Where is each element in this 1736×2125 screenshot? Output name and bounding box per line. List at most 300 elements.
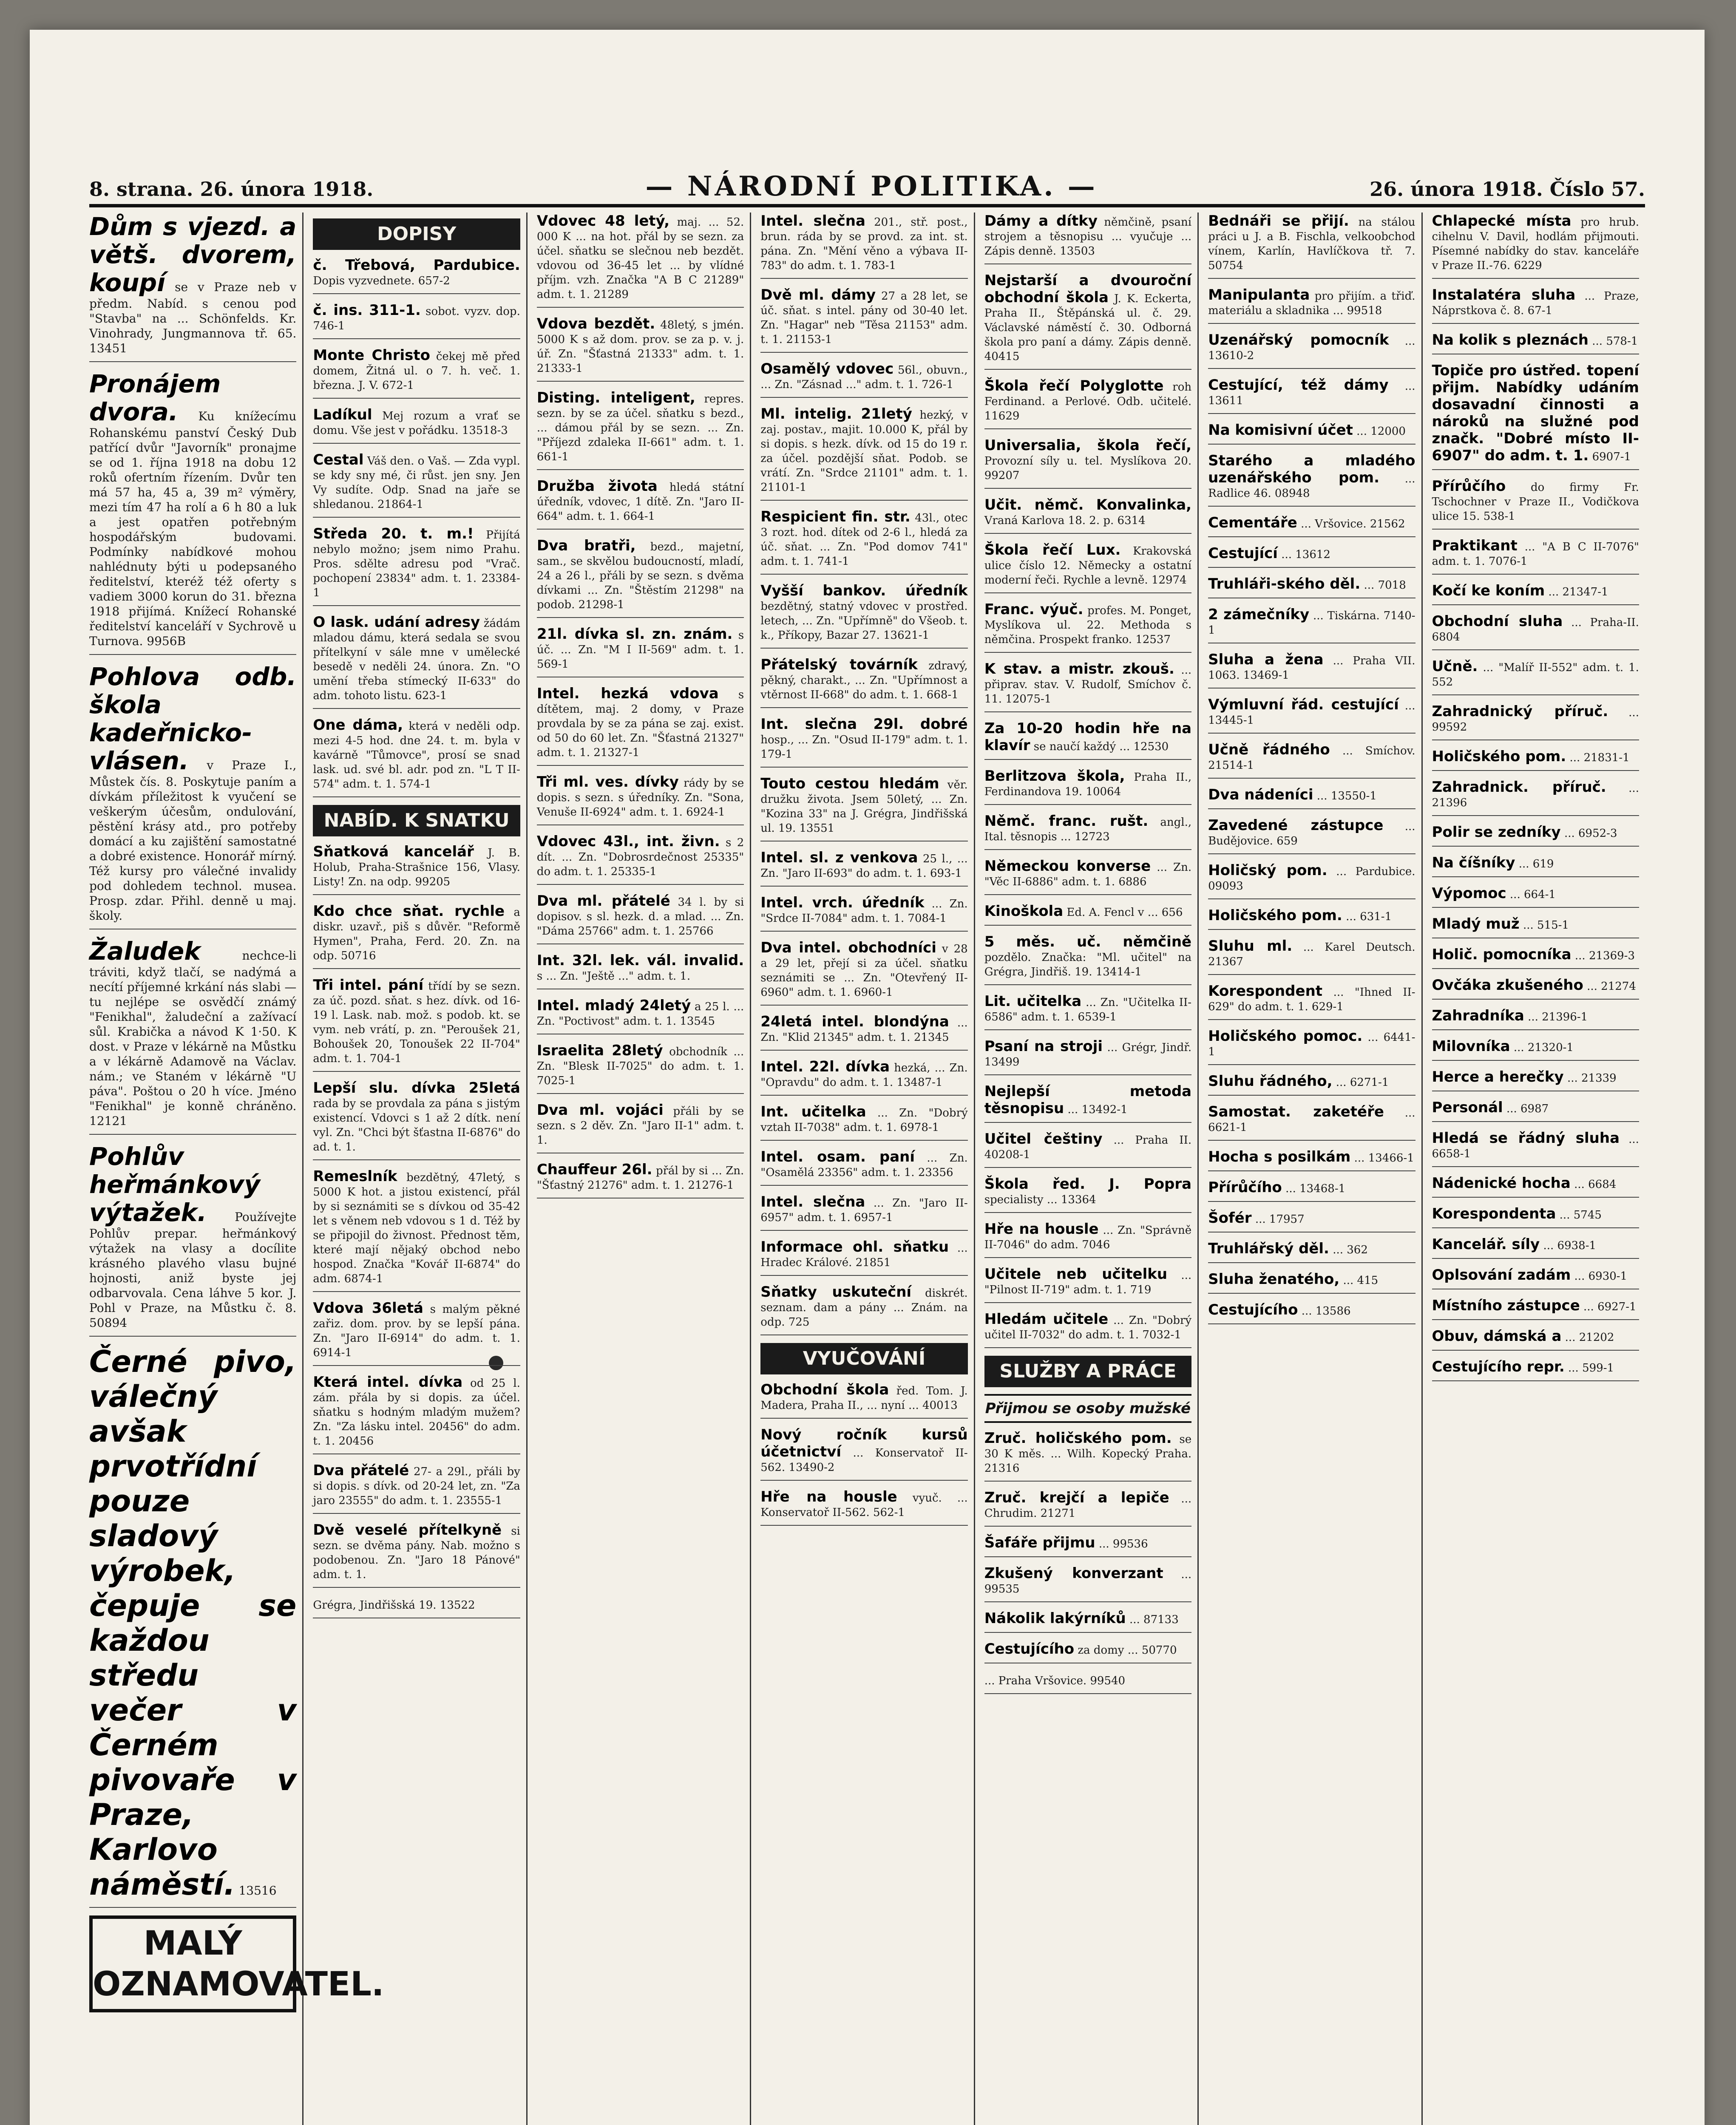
classified-ad [984,903,1191,926]
ad-text: repres. sezn. by se za účel. sňatku s bezd., ... dámou přál by se sezn. ... Zn. "Příjezd zdaleka II-661" adm. t. 1. 661-1 [536,393,744,463]
classified-ad [537,952,744,989]
ad-heading: č. Třebová, Pardubice. [313,257,520,274]
ad-text: ... 13612 [1281,548,1330,561]
ad-text: ... 664-1 [1509,888,1556,901]
ad-heading: Oplsování zadám [1432,1266,1571,1284]
ad-text: ... Grégr, Jindř. 13499 [984,1041,1192,1068]
ad-text: ... 13492-1 [1067,1103,1128,1116]
ad-heading: 21l. dívka sl. zn. znám. [536,626,733,643]
ad-text: němčině, psaní strojem a těsnopisu ... vyučuje ... Zápis denně. 13503 [984,216,1192,258]
ad-text: ... 99535 [984,1568,1192,1595]
ad-text: v Praze I., Můstek čís. 8. Poskytuje paním a dívkám příležitost k vyučení se veškerým účesům, ondulování, pěstění krásy atd., pro potřeby domácí a ku zajištění samostatné a dobré existence. Honorář mírný. Též kursy pro válečné invalidy pod dohledem technol. musea. Prosp. zdar. Přihl. denně u maj. školy. [89,758,297,923]
ad-heading: Ladíkul [313,406,372,423]
ad-text: Provozní síly u. tel. Myslíkova 20. 99207 [984,455,1192,482]
classified-ad [1432,977,1639,1000]
ad-text: ... 21396-1 [1528,1011,1588,1023]
classified-ad [1208,377,1415,414]
ad-heading: Která intel. dívka [313,1374,463,1391]
ad-text: ... 599-1 [1568,1362,1614,1374]
ad-heading: Přátelský továrník [760,656,918,673]
classified-ad [89,370,296,655]
ad-text: ... Zn. "Správně II-7046" do adm. 7046 [984,1224,1192,1251]
ad-heading: Herce a herečky [1432,1068,1564,1085]
ad-heading: Výpomoc [1432,885,1506,902]
classified-ad [984,813,1191,850]
ad-text: ... Pardubice. 09093 [1208,865,1415,892]
ad-text: ... Praha-II. 6804 [1432,616,1639,643]
section-heading: SLUŽBY A PRÁCE [984,1356,1191,1387]
classified-ad [1432,212,1639,279]
ad-heading: Hře na housle [760,1488,897,1505]
ad-heading: Israelita 28letý [536,1042,663,1059]
ad-text: rády by se dopis. s sezn. s úředníky. Zn. "Sona, Venuše II-6924" adm. t. 1. 6924-1 [536,777,744,819]
ad-heading: Informace ohl. sňatku [760,1238,949,1255]
ad-column-6 [1208,212,1422,2125]
ad-text: J. K. Eckerta, Praha II., Štěpánská ul. č. 29. Václavské náměstí č. 30. Odborná škola pro paní a dámy. Zápis denně. 40415 [984,292,1192,363]
masthead [89,157,1645,207]
ad-heading: Nádenické hocha [1432,1175,1571,1192]
ad-heading: Instalatéra sluha [1432,286,1576,303]
classified-ad [984,720,1191,760]
ad-text: Praha II., Ferdinandova 19. 10064 [984,771,1192,798]
classified-ad [1432,1266,1639,1289]
ad-heading: Uzenářský pomocník [1208,332,1389,348]
classified-ad [984,496,1191,534]
ad-text: ... 415 [1343,1274,1379,1287]
ad-heading: Korespondenta [1432,1205,1556,1222]
classified-ad [1432,915,1639,938]
ad-heading: Dva přátelé [313,1462,409,1479]
ad-heading: Int. slečna 29l. dobré [760,716,968,733]
ad-text: ... 6271-1 [1336,1076,1389,1089]
ad-text: ... 87133 [1129,1613,1179,1626]
ad-heading: Holičský pom. [1208,862,1328,879]
classified-ad [1208,1179,1415,1202]
classified-ad [1208,1028,1415,1065]
ad-text: ... 99536 [1098,1538,1148,1550]
classified-ad [760,508,967,575]
classified-ad [537,626,744,677]
ad-heading: Černé pivo, válečný avšak prvotřídní pouze sladový výrobek, čepuje se každou středu večer v Černém pivovaře v Praze, Karlovo náměstí. [89,1344,297,1902]
ad-text: řed. Tom. J. Madera, Praha II., ... nyní ... 40013 [760,1385,968,1412]
ad-heading: Franc. výuč. [984,601,1084,618]
ad-heading: Žaludek [89,937,201,966]
ad-heading: Dva intel. obchodníci [760,939,936,956]
classified-ad [1432,1007,1639,1030]
classified-ad [537,315,744,382]
classified-ad [1208,651,1415,688]
ad-text: diskrét. seznam. dam a pány ... Znám. na odp. 725 [760,1287,968,1329]
ad-text: ... 21320-1 [1513,1041,1574,1054]
ad-text: hezká, ... Zn. "Opravdu" do adm. t. 1. 13487-1 [760,1062,968,1089]
ad-text: 27- a 29l., přáli by si dopis. s dívk. od 20-24 let, zn. "Za jaro 23555" do adm. t. 1. 23555-1 [313,1465,520,1507]
classified-ad [537,1161,744,1198]
ad-text: v 28 a 29 let, přejí si za účel. sňatku seznámiti se ... Zn. "Otevřený II-6960" adm. t. 1. 6960-1 [760,943,968,999]
ad-text: ... připrav. stav. V. Rudolf, Smíchov č. 11. 12075-1 [984,664,1192,706]
ad-text: ... Zn. "Dobrý učitel II-7032" do adm. t. 1. 7032-1 [984,1314,1192,1341]
classified-ad [313,1080,520,1160]
ad-heading: Cementáře [1208,514,1297,531]
ad-text: obchodník ... Zn. "Blesk II-7025" do adm. t. 1. 7025-1 [536,1046,744,1087]
ad-heading: Cestujícího repr. [1432,1358,1565,1375]
classified-ad [760,1488,967,1526]
ad-text: ... 17957 [1255,1213,1305,1226]
ad-text: ... 362 [1333,1244,1368,1256]
ad-text: specialisty ... 13364 [984,1193,1096,1206]
ad-text: se 30 K měs. ... Wilh. Kopecký Praha. 21316 [984,1433,1192,1475]
classified-ad [537,478,744,530]
ad-heading: Respicient fin. str. [760,508,911,525]
ad-text: ... 6658-1 [1432,1133,1639,1160]
ad-heading: Psaní na stroji [984,1038,1103,1055]
classified-ad [760,405,967,501]
ad-heading: Obchodní škola [760,1381,889,1398]
ad-heading: Cestující [1208,545,1278,562]
ad-heading: Intel. mladý 24letý [536,997,691,1014]
ad-text: ... "Ihned II-629" do adm. t. 1. 629-1 [1208,986,1415,1013]
ad-column-3 [537,212,751,2125]
ad-text: a diskr. uzavř., piš s důvěr. "Reformě Hymen", Praha, Ferd. 20. Zn. na odp. 50716 [313,906,520,962]
ad-text: ... 6927-1 [1583,1300,1637,1313]
classified-ad [1432,658,1639,695]
classified-ad [984,1176,1191,1213]
ad-text: ... 6952-3 [1564,827,1617,840]
ad-heading: Int. učitelka [760,1103,866,1120]
classified-ad [760,939,967,1006]
ad-text: 48letý, s jmén. 5000 K s až dom. prov. se za p. v. j. úř. Zn. "Šťastná 21333" adm. t. 1. 21333-1 [536,319,744,375]
ad-heading: Zavedené zástupce [1208,817,1384,834]
ad-text: ... 21831-1 [1569,751,1630,764]
classified-ad [984,660,1191,712]
classified-ad [1208,907,1415,930]
ad-heading: Vyšší bankov. úředník [760,582,968,599]
ad-text: ... 21339 [1567,1072,1617,1085]
ad-heading: Přírůčího [1432,478,1506,495]
ad-text: sobot. vyzv. dop. 746-1 [313,305,520,332]
ad-heading: Chlapecké místa [1432,212,1571,230]
ad-text: 27 a 28 let, se úč. sňat. s intel. pány od 30-40 let. Zn. "Hagar" neb "Těsa 21153" adm. t. 1. 21153-1 [760,290,968,346]
ad-column-2 [313,212,527,2125]
ad-text: která v neděli odp. mezi 4-5 hod. dne 24. t. m. byla v kavárně "Tůmovce", prosí se snad lask. ud. své bl. adr. pod zn. "L T II-574" adm. t. 1. 574-1 [313,720,520,790]
ad-heading: Remeslník [313,1168,397,1185]
classified-ad [1208,1103,1415,1141]
ad-text: ... 5745 [1559,1209,1602,1221]
section-heading: DOPISY [313,218,520,250]
ad-text: ... 619 [1518,858,1554,870]
classified-ad [984,1311,1191,1348]
classified-ad [1432,362,1639,470]
ad-text: pro přijím. a třiď. materiálu a skladnika ... 99518 [1208,290,1415,317]
ad-heading: Vdova 36letá [313,1300,423,1317]
ad-heading: Hledám učitele [984,1311,1109,1328]
classified-ad [537,774,744,825]
classified-ad [760,1426,967,1481]
ad-text: bezdětný, 47letý, s 5000 K hot. a jistou existencí, přál by si seznámiti se s dívkou od 35-42 let s věnem neb vdovou s 1 d. Též by se připojil do živnost. Přednost těm, které mají nějaký obchod nebo hospod. Značka "Kovář II-6874" do adm. 6874-1 [313,1171,520,1285]
ad-text: ... 6930-1 [1574,1270,1628,1283]
ad-heading: Intel. hezká vdova [536,685,719,702]
ad-heading: Ovčáka zkušeného [1432,977,1583,994]
ad-heading: Vdova bezdět. [536,315,655,332]
classified-ad [1208,1240,1415,1263]
classified-ad [537,1042,744,1094]
ad-text: bezdětný, statný vdovec v prostřed. letech, ... Zn. "Upřímně" do Všeob. t. k., Příkopy, Bazar 27. 13621-1 [760,600,968,642]
classified-ad [760,1103,967,1141]
classified-ad [760,1238,967,1276]
ad-heading: Holič. pomocníka [1432,946,1571,963]
classified-ad [760,894,967,932]
classified-ad [760,1013,967,1051]
ad-heading: Obuv, dámská a [1432,1328,1562,1345]
ad-text: a 25 l. ... Zn. "Poctivost" adm. t. 1. 13545 [536,1000,744,1028]
ad-text: se naučí každý ... 12530 [1033,740,1169,753]
ad-heading: Intel. slečna [760,212,865,230]
ad-heading: Šofér [1208,1210,1252,1227]
classified-ad [1208,1210,1415,1232]
ad-heading: Int. 32l. lek. vál. invalid. [536,952,744,969]
ad-heading: Dva bratři, [536,537,636,554]
ad-text: do firmy Fr. Tschochner v Praze II., Vodičkova ulice 15. 538-1 [1432,481,1639,523]
ad-text: ... Praha Vršovice. 99540 [984,1674,1126,1687]
ad-text: hosp., ... Zn. "Osud II-179" adm. t. 1. 179-1 [760,734,968,761]
classified-ad [1432,1236,1639,1259]
classified-ad [984,1565,1191,1602]
ad-text: ... Praha II. 40208-1 [984,1134,1192,1161]
classified-ad [760,582,967,649]
classified-ad [1432,1358,1639,1381]
ad-heading: Vdovec 43l., int. živn. [536,833,720,850]
ad-text: hezký, v zaj. postav., majit. 10.000 K, přál by si dopis. s hezk. dívk. od 15 do 19 r. za účel. pozdější sňat. Podob. se vrátí. Zn. "Srdce 21101" adm. t. 1. 21101-1 [760,409,968,494]
ad-text: ... Chrudim. 21271 [984,1493,1192,1520]
ad-text: 25 l., ... Zn. "Jaro II-693" do adm. t. 1. 693-1 [760,853,968,880]
classified-ad [984,1266,1191,1303]
ad-heading: Holičského pom. [1432,748,1566,765]
classified-ad [537,537,744,618]
ad-text: ... Hradec Králové. 21851 [760,1242,968,1269]
ad-heading: Německou konverse [984,858,1151,875]
classified-ad [313,1522,520,1588]
ad-text: za domy ... 50770 [1078,1644,1177,1657]
ad-text: vyuč. ... Konservatoř II-562. 562-1 [760,1492,968,1519]
ad-heading: Holičského pom. [1208,907,1342,924]
ad-text: ... 13466-1 [1354,1152,1414,1164]
classified-ad [1432,885,1639,908]
ad-columns [89,212,1645,2125]
ad-text: Krakovská ulice číslo 12. Německy a ostatní moderní řeči. Rychle a levně. 12974 [984,545,1192,586]
ad-text: Přijítá nebylo možno; jsem nimo Prahu. Pros. sdělte adresu pod "Vrač. pochopení 23834" adm. t. 1. 23384-1 [313,529,520,599]
classified-ad [1208,332,1415,369]
ad-heading: Přírůčího [1208,1179,1282,1196]
ad-text: ... Konservatoř II-562. 13490-2 [760,1447,968,1474]
classified-ad [313,614,520,709]
classified-ad [1432,1297,1639,1320]
ad-heading: Zahradnický příruč. [1432,703,1608,720]
ad-text: ... Zn. "Srdce II-7084" adm. t. 1. 7084-1 [760,898,968,925]
ad-text: ... 7018 [1364,579,1406,592]
ad-heading: Intel. osam. paní [760,1148,915,1165]
classified-ad [1208,606,1415,643]
classified-ad [1432,748,1639,771]
ad-heading: Lepší slu. dívka 25letá [313,1080,520,1096]
classified-ad [1208,575,1415,598]
ad-heading: Na kolik s pleznách [1432,332,1589,348]
ad-text: hledá státní úředník, vdovec, 1 dítě. Zn. "Jaro II-664" adm. t. 1. 664-1 [536,481,744,523]
ad-text: ... Radlice 46. 08948 [1208,473,1415,500]
classified-ad [1208,1271,1415,1294]
ad-text: třídí by se sezn. za úč. pozd. sňat. s hez. dívk. od 16-19 l. Lask. nab. mož. s podob. kt. se vym. neb vrátí, p. zn. "Peroušek 21, Bohoušek 20, Tonoušek 22 II-704" adm. t. 1. 704-1 [313,980,520,1065]
classified-ad [760,1058,967,1096]
classified-ad [1208,786,1415,809]
classified-ad [1432,1068,1639,1091]
ad-heading: Korespondent [1208,983,1323,1000]
ad-heading: Učně. [1432,658,1478,675]
classified-ad [1208,1148,1415,1171]
ad-heading: Truhlářský děl. [1208,1240,1329,1257]
classified-ad [313,977,520,1072]
ad-text: Ku knížecímu Rohanskému panství Český Dub patřící dvůr "Javorník" pronajme se od 1. října 1918 na dobu 12 roků ofertním řízením. Dvůr ten má 57 ha, 45 a, 39 m² výměry, mezi tím 47 ha rolí a 6 h 80 a luk a jest opatřen potřebným hospodářským budovami. Podmínky nabídkové mohou nahlédnuty býti u podepsaného ředitelství, kteréž též oferty s vadiem 3000 korun do 31. března 1918 přijímá. Knížecí Rohanské ředitelství kanceláří v Sychrově u Turnova. 9956B [89,409,297,648]
section-heading: VYUČOVÁNÍ [760,1343,967,1374]
classified-ad [313,717,520,797]
ad-heading: Nový ročník kursů účetnictví [760,1426,968,1460]
ad-heading: Praktikant [1432,537,1518,554]
classified-ad [1208,741,1415,779]
ad-heading: Hocha s posilkám [1208,1148,1351,1165]
ad-heading: Cestující, též dámy [1208,377,1389,394]
ad-text: ... 21202 [1565,1331,1614,1344]
ad-heading: Manipulanta [1208,286,1310,303]
ad-heading: Hře na housle [984,1221,1099,1238]
ad-text: Grégra, Jindřišská 19. 13522 [313,1599,475,1612]
ad-text: ... 21274 [1587,980,1636,993]
ad-heading: O lask. udání adresy [313,614,480,631]
classified-ad [313,525,520,606]
ad-heading: Sňatková kancelář [313,843,474,860]
ad-heading: Nejstarší a dvouroční obchodní škola [984,272,1192,306]
classified-ad [313,903,520,969]
classified-ad [89,663,296,929]
classified-ad [984,1671,1191,1694]
ad-heading: Vdovec 48 letý, [536,212,670,230]
ad-heading: Němč. franc. rušt. [984,813,1149,830]
classified-ad [984,1430,1191,1482]
ad-text: ... "A B C II-7076" adm. t. 1. 7076-1 [1432,541,1639,568]
classified-ad [1432,1099,1639,1122]
ad-text: ... "Malíř II-552" adm. t. 1. 552 [1432,661,1639,688]
ad-text: čekej mě před domem, Žitná ul. o 7. h. več. 1. března. J. V. 672-1 [313,350,520,392]
classified-ad [1432,703,1639,740]
classified-ad [313,406,520,444]
classified-ad [760,1381,967,1419]
ad-heading: Škola řečí Lux. [984,541,1121,558]
ad-text: ... 6938-1 [1543,1239,1597,1252]
ad-text: ... Budějovice. 659 [1208,820,1415,847]
ad-text: ... 13550-1 [1316,790,1377,802]
ad-heading: Universalia, škola řečí, [984,437,1192,454]
ad-text: žádám mladou dámu, která sedala se svou přítelkyní v sále mne v umělecké besedě v neděli 24. února. Zn. "O umění třeba stímecký II-633" do adm. tohoto listu. 623-1 [313,617,520,702]
ad-text: rada by se provdala za pána s jistým existencí. Vdovci s 1 až 2 dítk. není vyl. Zn. "Chci být šťastna II-6876" do ad. t. 1. [313,1097,520,1153]
classified-ad [984,1221,1191,1258]
section-banner: MALÝ OZNAMOVATEL. [89,1915,296,2012]
ad-heading: Kinoškola [984,903,1064,920]
classified-ad [313,843,520,895]
ad-text: s ... Zn. "Ještě ..." adm. t. 1. [536,970,691,983]
ad-heading: Samostat. zaketéře [1208,1103,1384,1120]
classified-ad [984,541,1191,593]
classified-ad [984,768,1191,805]
ad-text: ... Zn. "Dobrý vztah II-7038" adm. t. 1. 6978-1 [760,1107,968,1134]
ad-text: maj. ... 52. 000 K ... na hot. přál by se sezn. za účel. sňatku se slečnou neb bezdět. vdovou od 36-45 let ... by vlídné příjm. vzh. Značka "A B C 21289" adm. t. 1. 21289 [536,216,744,301]
classified-ad [984,1610,1191,1633]
classified-ad [1432,332,1639,354]
ad-heading: K stav. a mistr. zkouš. [984,660,1174,677]
ad-heading: Na číšníky [1432,854,1515,871]
classified-ad [1208,862,1415,899]
ad-text: ... 631-1 [1346,910,1392,923]
ad-text: ... 6441-1 [1208,1031,1415,1058]
ad-heading: Nejlepší metoda těsnopisu [984,1083,1192,1117]
ad-text: si sezn. se dvěma pány. Nab. možno s podobenou. Zn. "Jaro 18 Pánové" adm. t. 1. [313,1525,520,1581]
ad-text: ... Zn. "Věc II-6886" adm. t. 1. 6886 [984,861,1192,888]
ad-heading: 24letá intel. blondýna [760,1013,949,1030]
classified-ad [984,377,1191,429]
classified-ad [89,1142,296,1337]
ad-heading: Cestujícího [1208,1301,1298,1318]
ad-text: ... 12000 [1356,425,1406,438]
ad-text: ... 13445-1 [1208,700,1415,727]
classified-ad [984,1489,1191,1527]
page-date-right: 26. února 1918. Číslo 57. [1370,178,1645,201]
ad-heading: Učit. němč. Konvalinka, [984,496,1192,513]
ad-text: ... Zn. "Učitelka II-6586" adm. t. 1. 6539-1 [984,996,1192,1023]
classified-ad [1432,537,1639,575]
ad-text: s 2 dít. ... Zn. "Dobrosrdečnost 25335" do adm. t. 1. 25335-1 [536,836,744,878]
classified-ad [984,437,1191,489]
ad-column-5 [984,212,1199,2125]
page-date-left: 8. strana. 26. února 1918. [89,178,374,201]
ad-heading: Nákolik lakýrníků [984,1610,1126,1627]
classified-ad [1432,286,1639,324]
ad-heading: Dva ml. vojáci [536,1102,664,1119]
classified-ad [1208,1301,1415,1324]
ad-heading: Učitele neb učitelku [984,1266,1168,1283]
classified-ad [984,1130,1191,1168]
ad-heading: Dva nádeníci [1208,786,1313,803]
ad-heading: Personál [1432,1099,1503,1116]
ad-heading: Dvě veselé přítelkyně [313,1522,502,1538]
ad-text: ... Praze, Náprstkova č. 8. 67-1 [1432,290,1639,317]
ad-heading: Šafáře přijmu [984,1534,1095,1551]
classified-ad [313,1374,520,1454]
classified-ad [1432,1205,1639,1228]
ad-heading: Touto cestou hledám [760,775,939,792]
ad-text: ... 21347-1 [1548,586,1608,598]
ad-heading: Hledá se řádný sluha [1432,1130,1620,1147]
ad-heading: Obchodní sluha [1432,613,1563,630]
ad-text: 56l., obuvn., ... Zn. "Zásnad ..." adm. t. 1. 726-1 [760,364,968,391]
classified-ad [313,1168,520,1292]
ad-heading: Učitel češtiny [984,1130,1103,1148]
ad-text: 6907-1 [1592,450,1631,463]
ad-heading: Místního zástupce [1432,1297,1580,1314]
classified-ad [1208,286,1415,324]
ad-heading: Dvě ml. dámy [760,286,876,303]
ad-text: pozdělo. Značka: "Ml. učitel" na Grégra, Jindřiš. 19. 13414-1 [984,951,1192,978]
classified-ad [1432,1130,1639,1167]
ad-heading: Sluhu ml. [1208,938,1293,955]
ad-text: ... 13468-1 [1285,1182,1346,1195]
classified-ad [89,1344,296,1908]
classified-ad [537,212,744,308]
classified-ad [984,601,1191,653]
